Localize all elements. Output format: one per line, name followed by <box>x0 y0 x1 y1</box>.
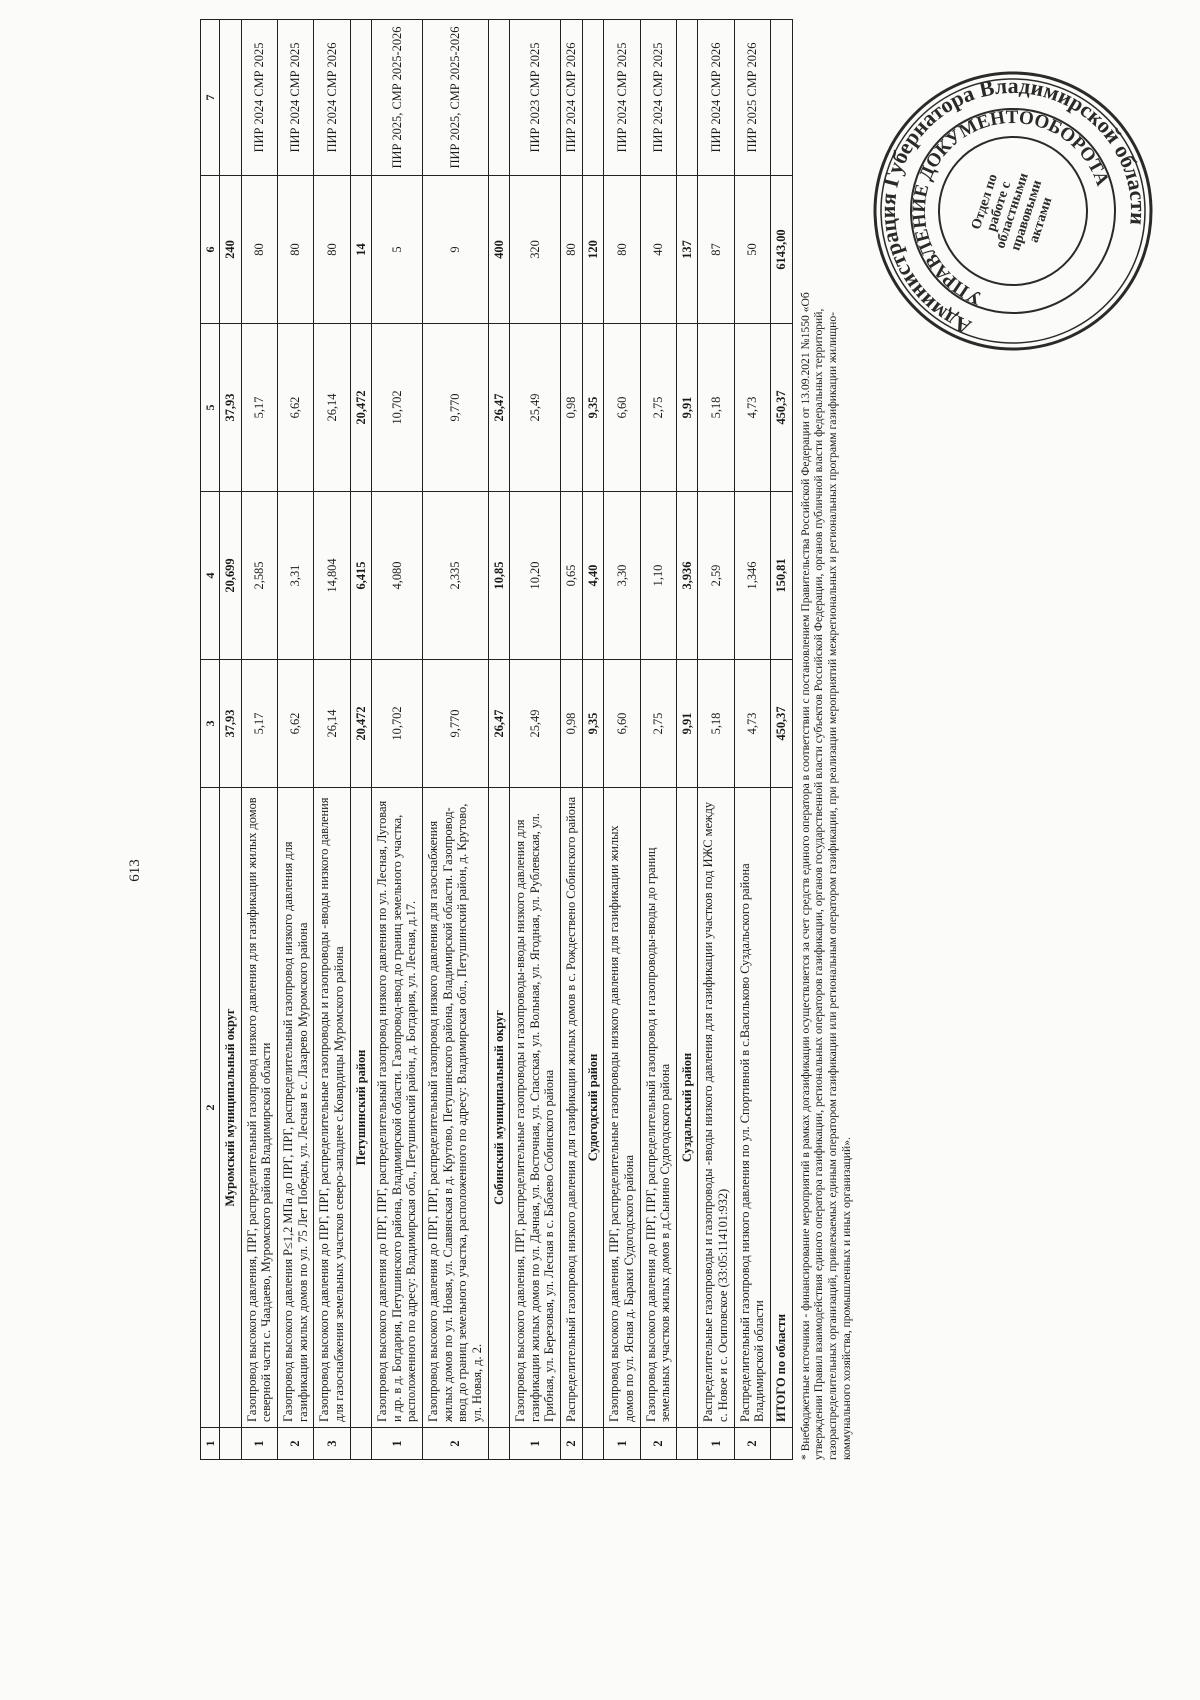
value-col3: 0,98 <box>561 660 583 788</box>
row-number: 3 <box>314 1428 350 1460</box>
object-description: Газопровод высокого давления, ПРГ, распределительные газопроводы и газопроводы-вводы низкого давления для газификации жилых домов по ул. Дачная, ул. Восточная, ул. Спасская, ул. Вольная, ул. Ягодная, ул. Рублевская, ул. Грибная, ул. Березовая, ул. Лесная в с. Бабаево Собинского района <box>510 788 561 1428</box>
district-total-col4: 3,936 <box>676 492 698 660</box>
row-number: 1 <box>510 1428 561 1460</box>
table-row <box>314 20 350 1460</box>
value-col5: 2,75 <box>640 324 676 492</box>
value-col6: 40 <box>640 176 676 324</box>
district-row <box>582 20 604 1460</box>
value-col4: 1,346 <box>734 492 770 660</box>
district-name: Петушинский район <box>350 788 372 1428</box>
row-number: 2 <box>734 1428 770 1460</box>
value-col4: 3,31 <box>278 492 314 660</box>
value-col4: 2,59 <box>698 492 734 660</box>
district-total-col5: 20,472 <box>350 324 372 492</box>
total-col3: 450,37 <box>770 660 792 788</box>
object-description: Распределительный газопровод низкого давления для газификации жилых домов в с. Рождествено Собинского района <box>561 788 583 1428</box>
table-row <box>278 20 314 1460</box>
table-row <box>640 20 676 1460</box>
seal-outer-text: Администрация Губернатора Владимирской области <box>874 72 1152 341</box>
district-row <box>676 20 698 1460</box>
column-number: 1 <box>201 1428 220 1460</box>
empty-cell <box>676 1428 698 1460</box>
value-col6: 80 <box>604 176 640 324</box>
official-seal <box>868 66 1158 356</box>
object-description: Газопровод высокого давления до ПРГ, ПРГ, распределительный газопровод низкого давления по ул. Лесная, Луговая и др. в д. Богдария, Петушинского района, Владимирской области. Газопровод-ввод до границ земельного участка, расположенного по адресу: Владимирская обл., Петушинский район, д. Богдария, ул. Лесная, д.17. <box>372 788 423 1428</box>
value-col6: 80 <box>241 176 277 324</box>
schedule: ПИР 2024 СМР 2026 <box>561 20 583 176</box>
district-total-col3: 9,91 <box>676 660 698 788</box>
empty-cell <box>770 1428 792 1460</box>
schedule: ПИР 2024 СМР 2025 <box>640 20 676 176</box>
district-name: Муромский муниципальный округ <box>220 788 242 1428</box>
empty-cell <box>770 20 792 176</box>
object-description: Газопровод высокого давления до ПРГ, ПРГ, распределительный газопровод и газопроводы-вводы до границ земельных участков жилых домов в д.Сынино Судогодского района <box>640 788 676 1428</box>
schedule: ПИР 2024 СМР 2026 <box>314 20 350 176</box>
table-row <box>241 20 277 1460</box>
object-description: Газопровод высокого давления, ПРГ, распределительные газопроводы низкого давления для газификации жилых домов по ул. Ясная д. Бараки Судогодского района <box>604 788 640 1428</box>
value-col5: 10,702 <box>372 324 423 492</box>
value-col3: 26,14 <box>314 660 350 788</box>
value-col6: 5 <box>372 176 423 324</box>
column-number: 7 <box>201 20 220 176</box>
empty-cell <box>488 1428 510 1460</box>
district-total-col6: 137 <box>676 176 698 324</box>
table-row <box>372 20 423 1460</box>
table-body <box>201 20 793 1460</box>
empty-cell <box>350 20 372 176</box>
schedule: ПИР 2025, СМР 2025-2026 <box>372 20 423 176</box>
district-total-col5: 9,91 <box>676 324 698 492</box>
table-row <box>510 20 561 1460</box>
value-col4: 2,335 <box>423 492 489 660</box>
value-col3: 5,17 <box>241 660 277 788</box>
value-col6: 320 <box>510 176 561 324</box>
district-total-col5: 37,93 <box>220 324 242 492</box>
district-total-col5: 26,47 <box>488 324 510 492</box>
schedule: ПИР 2023 СМР 2025 <box>510 20 561 176</box>
value-col6: 80 <box>314 176 350 324</box>
table-row <box>604 20 640 1460</box>
table-row <box>734 20 770 1460</box>
district-total-col5: 9,35 <box>582 324 604 492</box>
value-col4: 14,804 <box>314 492 350 660</box>
value-col3: 10,702 <box>372 660 423 788</box>
column-number-row <box>201 20 220 1460</box>
district-total-col6: 240 <box>220 176 242 324</box>
column-number: 4 <box>201 492 220 660</box>
schedule: ПИР 2024 СМР 2025 <box>278 20 314 176</box>
value-col3: 25,49 <box>510 660 561 788</box>
row-number: 2 <box>561 1428 583 1460</box>
value-col5: 0,98 <box>561 324 583 492</box>
schedule: ПИР 2024 СМР 2025 <box>241 20 277 176</box>
district-name: Судогодский район <box>582 788 604 1428</box>
district-total-col4: 4,40 <box>582 492 604 660</box>
district-row <box>220 20 242 1460</box>
column-number: 2 <box>201 788 220 1428</box>
table-row <box>561 20 583 1460</box>
seal-center-text: Отдел по работе с областными правовыми актами <box>968 171 1056 253</box>
empty-cell <box>582 1428 604 1460</box>
empty-cell <box>676 20 698 176</box>
row-number: 2 <box>423 1428 489 1460</box>
schedule: ПИР 2024 СМР 2025 <box>604 20 640 176</box>
value-col6: 80 <box>278 176 314 324</box>
row-number: 2 <box>640 1428 676 1460</box>
value-col4: 2,585 <box>241 492 277 660</box>
empty-cell <box>350 1428 372 1460</box>
value-col3: 6,60 <box>604 660 640 788</box>
total-label: ИТОГО по области <box>770 788 792 1428</box>
district-row <box>488 20 510 1460</box>
total-col6: 6143,00 <box>770 176 792 324</box>
district-row <box>350 20 372 1460</box>
value-col3: 2,75 <box>640 660 676 788</box>
object-description: Газопровод высокого давления, ПРГ, распределительный газопровод низкого давления для газификации жилых домов северной части с. Чаадаево, Муромского района Владимирской области <box>241 788 277 1428</box>
page-number: 613 <box>126 859 143 882</box>
total-col5: 450,37 <box>770 324 792 492</box>
column-number: 3 <box>201 660 220 788</box>
row-number: 1 <box>604 1428 640 1460</box>
value-col5: 5,17 <box>241 324 277 492</box>
value-col5: 5,18 <box>698 324 734 492</box>
empty-cell <box>488 20 510 176</box>
row-number: 1 <box>698 1428 734 1460</box>
row-number: 1 <box>372 1428 423 1460</box>
object-description: Распределительные газопроводы и газопроводы -вводы низкого давления для газификации участков под ИЖС между с. Новое и с. Осиповское (33:05:114101:932) <box>698 788 734 1428</box>
value-col5: 6,62 <box>278 324 314 492</box>
value-col6: 87 <box>698 176 734 324</box>
district-total-col3: 26,47 <box>488 660 510 788</box>
value-col4: 3,30 <box>604 492 640 660</box>
value-col3: 4,73 <box>734 660 770 788</box>
district-total-col3: 37,93 <box>220 660 242 788</box>
value-col4: 0,65 <box>561 492 583 660</box>
value-col4: 10,20 <box>510 492 561 660</box>
schedule: ПИР 2024 СМР 2026 <box>698 20 734 176</box>
district-total-col3: 20,472 <box>350 660 372 788</box>
object-description: Газопровод высокого давления до ПРГ, ПРГ, распределительный газопровод низкого давления для газоснабжения жилых домов по ул. Новая, ул. Славянская в д. Крутово, Петушинского района, Владимирской области. Газопровод-ввод до границ земельного участка, расположенного по адресу: Владимирская обл., Петушинский район, д. Крутово, ул. Новая, д. 2. <box>423 788 489 1428</box>
value-col5: 25,49 <box>510 324 561 492</box>
value-col3: 6,62 <box>278 660 314 788</box>
object-description: Газопровод высокого давления P≤1,2 МПа до ПРГ, ПРГ, распределительный газопровод низкого давления для газификации жилых домов по ул. 75 Лет Победы, ул. Лесная в с. Лазарево Муромского района <box>278 788 314 1428</box>
seal-inner-text: УПРАВЛЕНИЕ ДОКУМЕНТООБОРОТА <box>908 106 1113 309</box>
empty-cell <box>220 20 242 176</box>
value-col6: 80 <box>561 176 583 324</box>
district-total-col3: 9,35 <box>582 660 604 788</box>
value-col6: 50 <box>734 176 770 324</box>
row-number: 2 <box>278 1428 314 1460</box>
total-row <box>770 20 792 1460</box>
row-number: 1 <box>241 1428 277 1460</box>
district-total-col6: 400 <box>488 176 510 324</box>
value-col3: 9,770 <box>423 660 489 788</box>
program-table <box>200 19 793 1460</box>
value-col4: 4,080 <box>372 492 423 660</box>
value-col4: 1,10 <box>640 492 676 660</box>
value-col6: 9 <box>423 176 489 324</box>
district-name: Суздальский район <box>676 788 698 1428</box>
value-col5: 9,770 <box>423 324 489 492</box>
district-total-col4: 6,415 <box>350 492 372 660</box>
column-number: 5 <box>201 324 220 492</box>
district-total-col4: 20,699 <box>220 492 242 660</box>
empty-cell <box>582 20 604 176</box>
footnote: * Внебюджетные источники - финансирование мероприятий в рамках догазификации осуществляется за счет средств единого оператора в соответствии с постановлением Правительства Российской Федерации от 13.09.2021 №1550 «Об утверждении Правил взаимодействия единого оператора газификации, региональных операторов газификации, органов государственной власти субъектов Российской Федерации, органов публичной власти федеральных территорий, газораспределительных организаций, привлекаемых единым оператором газификации или региональным оператором газификации, при реализации мероприятий межрегиональных и региональных программ газификации жилищно-коммунального хозяйства, промышленных и иных организаций». <box>798 292 854 1460</box>
value-col5: 6,60 <box>604 324 640 492</box>
column-number: 6 <box>201 176 220 324</box>
district-total-col6: 14 <box>350 176 372 324</box>
table-row <box>698 20 734 1460</box>
object-description: Газопровод высокого давления до ПРГ, ПРГ, распределительные газопроводы и газопроводы -вводы низкого давления для газоснабжения земельных участков северо-западнее с.Ковардицы Муромского района <box>314 788 350 1428</box>
object-description: Распределительный газопровод низкого давления по ул. Спортивной в с.Васильково Суздальского района Владимирской области <box>734 788 770 1428</box>
value-col5: 26,14 <box>314 324 350 492</box>
table-row <box>423 20 489 1460</box>
schedule: ПИР 2025 СМР 2026 <box>734 20 770 176</box>
district-total-col6: 120 <box>582 176 604 324</box>
district-total-col4: 10,85 <box>488 492 510 660</box>
schedule: ПИР 2025, СМР 2025-2026 <box>423 20 489 176</box>
value-col5: 4,73 <box>734 324 770 492</box>
empty-cell <box>220 1428 242 1460</box>
total-col4: 150,81 <box>770 492 792 660</box>
district-name: Собинский муниципальный округ <box>488 788 510 1428</box>
value-col3: 5,18 <box>698 660 734 788</box>
